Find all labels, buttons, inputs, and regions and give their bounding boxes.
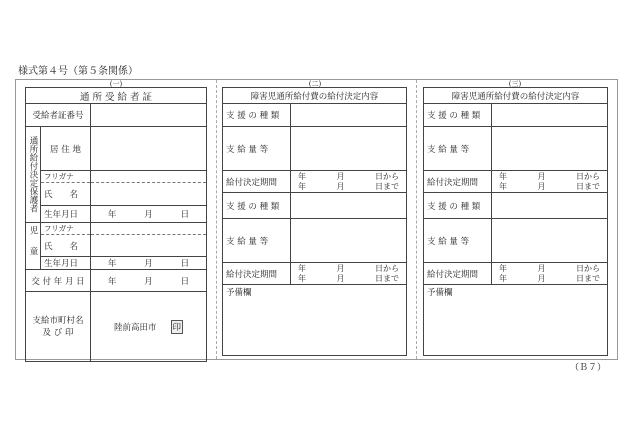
remarks-field[interactable]	[223, 285, 407, 356]
decision-heading: 障害児通所給付費の給付決定内容	[223, 88, 407, 104]
period-label: 給付決定期間	[223, 263, 291, 285]
guardian-furigana-field[interactable]	[91, 171, 207, 183]
month-label: 月	[537, 263, 546, 273]
period-field[interactable]	[291, 263, 407, 285]
panel-label: (二)	[308, 80, 322, 88]
recipient-number-field[interactable]	[91, 104, 207, 127]
child-name-field[interactable]	[91, 235, 207, 257]
support-type-field[interactable]	[492, 104, 608, 127]
remarks-field[interactable]	[424, 285, 608, 356]
day-label: 日	[180, 259, 190, 269]
month-label: 月	[144, 210, 153, 220]
until-label: 日まで	[375, 273, 399, 283]
month-label: 月	[537, 181, 546, 191]
year-label: 年	[298, 171, 306, 181]
amount-field[interactable]	[492, 219, 608, 263]
guardian-name-field[interactable]	[91, 183, 207, 206]
month-label: 月	[144, 276, 153, 287]
recipient-number-label: 受給者証番号	[26, 104, 91, 127]
address-field[interactable]	[91, 127, 207, 171]
guardian-name-label: 氏 名	[41, 183, 91, 206]
month-label: 月	[537, 273, 546, 283]
support-type-label: 支 援 の 種 類	[424, 193, 492, 219]
municipality-name: 陸前高田市	[113, 322, 157, 333]
year-label: 年	[499, 273, 507, 283]
month-label: 月	[336, 171, 345, 181]
amount-label: 支 給 量 等	[424, 127, 492, 171]
decision-heading: 障害児通所給付費の給付決定内容	[424, 88, 608, 104]
panel-label: (三)	[508, 80, 522, 88]
child-furigana-field[interactable]	[91, 223, 207, 235]
period-label: 給付決定期間	[424, 263, 492, 285]
guardian-group-label: 通所給付決定保護者	[26, 127, 41, 223]
period-field[interactable]	[492, 263, 608, 285]
day-label: 日	[180, 276, 190, 287]
child-birthdate-field[interactable]	[91, 257, 207, 270]
certificate-table	[25, 87, 207, 362]
support-type-field[interactable]	[291, 104, 407, 127]
period-field[interactable]	[492, 171, 608, 193]
month-label: 月	[336, 181, 345, 191]
support-type-label: 支 援 の 種 類	[424, 104, 492, 127]
year-label: 年	[107, 259, 117, 269]
municipality-field	[91, 292, 207, 362]
support-type-label: 支 援 の 種 類	[223, 104, 291, 127]
year-label: 年	[298, 273, 306, 283]
child-group-label: 児童	[26, 223, 41, 270]
paper-size-code: （Ｂ７）	[569, 363, 606, 373]
municipality-label	[26, 292, 91, 362]
until-label: 日まで	[576, 273, 600, 283]
form-title: 様式第４号（第５条関係）	[18, 66, 138, 77]
from-label: 日から	[375, 263, 399, 273]
issue-date-label: 交 付 年 月 日	[26, 270, 91, 292]
decision-table-1	[222, 87, 407, 356]
address-label: 居 住 地	[41, 127, 91, 171]
support-type-label: 支 援 の 種 類	[223, 193, 291, 219]
year-label: 年	[499, 171, 507, 181]
amount-label: 支 給 量 等	[223, 219, 291, 263]
day-label: 日	[180, 210, 190, 220]
period-field[interactable]	[291, 171, 407, 193]
amount-field[interactable]	[492, 127, 608, 171]
year-label: 年	[499, 181, 507, 191]
child-birthdate-label: 生年月日	[41, 257, 91, 270]
decision-table-2	[423, 87, 608, 356]
until-label: 日まで	[375, 181, 399, 191]
child-name-label: 氏 名	[41, 235, 91, 257]
month-label: 月	[144, 259, 153, 269]
remarks-label: 予備欄	[226, 288, 252, 298]
amount-field[interactable]	[291, 219, 407, 263]
issue-date-field[interactable]	[91, 270, 207, 292]
guardian-birthdate-label: 生年月日	[41, 206, 91, 223]
guardian-birthdate-field[interactable]	[91, 206, 207, 223]
support-type-field[interactable]	[291, 193, 407, 219]
fold-line	[416, 80, 417, 359]
fold-line	[216, 80, 217, 359]
amount-label: 支 給 量 等	[424, 219, 492, 263]
year-label: 年	[298, 181, 306, 191]
guardian-furigana-label: フリガナ	[41, 171, 91, 183]
month-label: 月	[336, 273, 345, 283]
municipality-label-line1: 支給市町村名	[32, 315, 84, 326]
until-label: 日まで	[576, 181, 600, 191]
year-label: 年	[107, 210, 117, 220]
period-label: 給付決定期間	[223, 171, 291, 193]
support-type-field[interactable]	[492, 193, 608, 219]
amount-label: 支 給 量 等	[223, 127, 291, 171]
municipality-label-line2: 及 び 印	[42, 327, 74, 338]
seal-stamp: 印	[171, 320, 184, 334]
month-label: 月	[336, 263, 345, 273]
child-furigana-label: フリガナ	[41, 223, 91, 235]
from-label: 日から	[576, 263, 600, 273]
period-label: 給付決定期間	[424, 171, 492, 193]
year-label: 年	[499, 263, 507, 273]
year-label: 年	[298, 263, 306, 273]
month-label: 月	[537, 171, 546, 181]
panel-label: (一)	[109, 80, 123, 88]
amount-field[interactable]	[291, 127, 407, 171]
year-label: 年	[107, 276, 117, 287]
certificate-heading: 通 所 受 給 者 証	[26, 88, 207, 104]
from-label: 日から	[576, 171, 600, 181]
from-label: 日から	[375, 171, 399, 181]
remarks-label: 予備欄	[427, 288, 453, 298]
